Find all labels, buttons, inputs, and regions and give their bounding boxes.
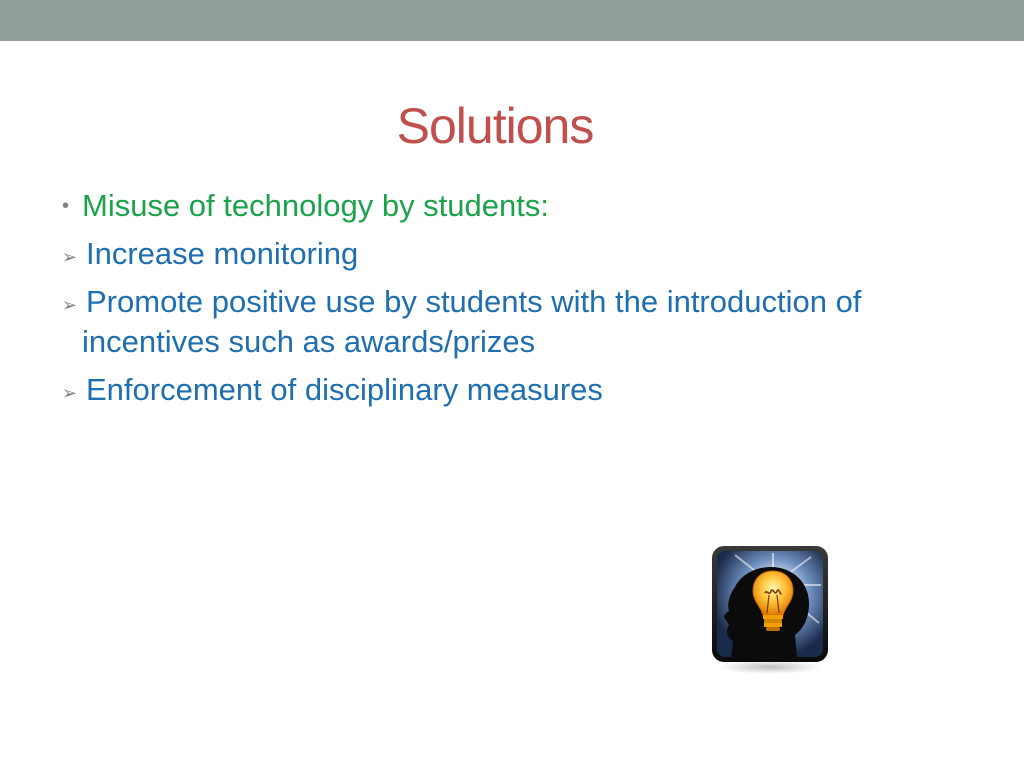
- list-item-text: Promote positive use by students with the introduction of: [86, 284, 862, 319]
- slide-content: [60, 186, 960, 418]
- list-item: [60, 282, 960, 362]
- arrow-bullet-icon: ➢: [62, 383, 78, 403]
- slide-title: Solutions: [396, 98, 594, 154]
- top-bar: [0, 0, 1024, 41]
- list-item-text: Increase monitoring: [86, 236, 359, 271]
- heading-bullet: [60, 186, 960, 226]
- bullet-dot-icon: •: [62, 195, 70, 217]
- heading-text: Misuse of technology by students:: [82, 188, 549, 223]
- list-item-text: Enforcement of disciplinary measures: [86, 372, 603, 407]
- arrow-bullet-icon: ➢: [62, 295, 78, 315]
- lightbulb-head-icon: [711, 545, 829, 663]
- arrow-bullet-icon: ➢: [62, 247, 78, 267]
- list-item: [60, 370, 960, 410]
- list-item: [60, 234, 960, 274]
- list-item-continuation: incentives such as awards/prizes: [82, 324, 536, 359]
